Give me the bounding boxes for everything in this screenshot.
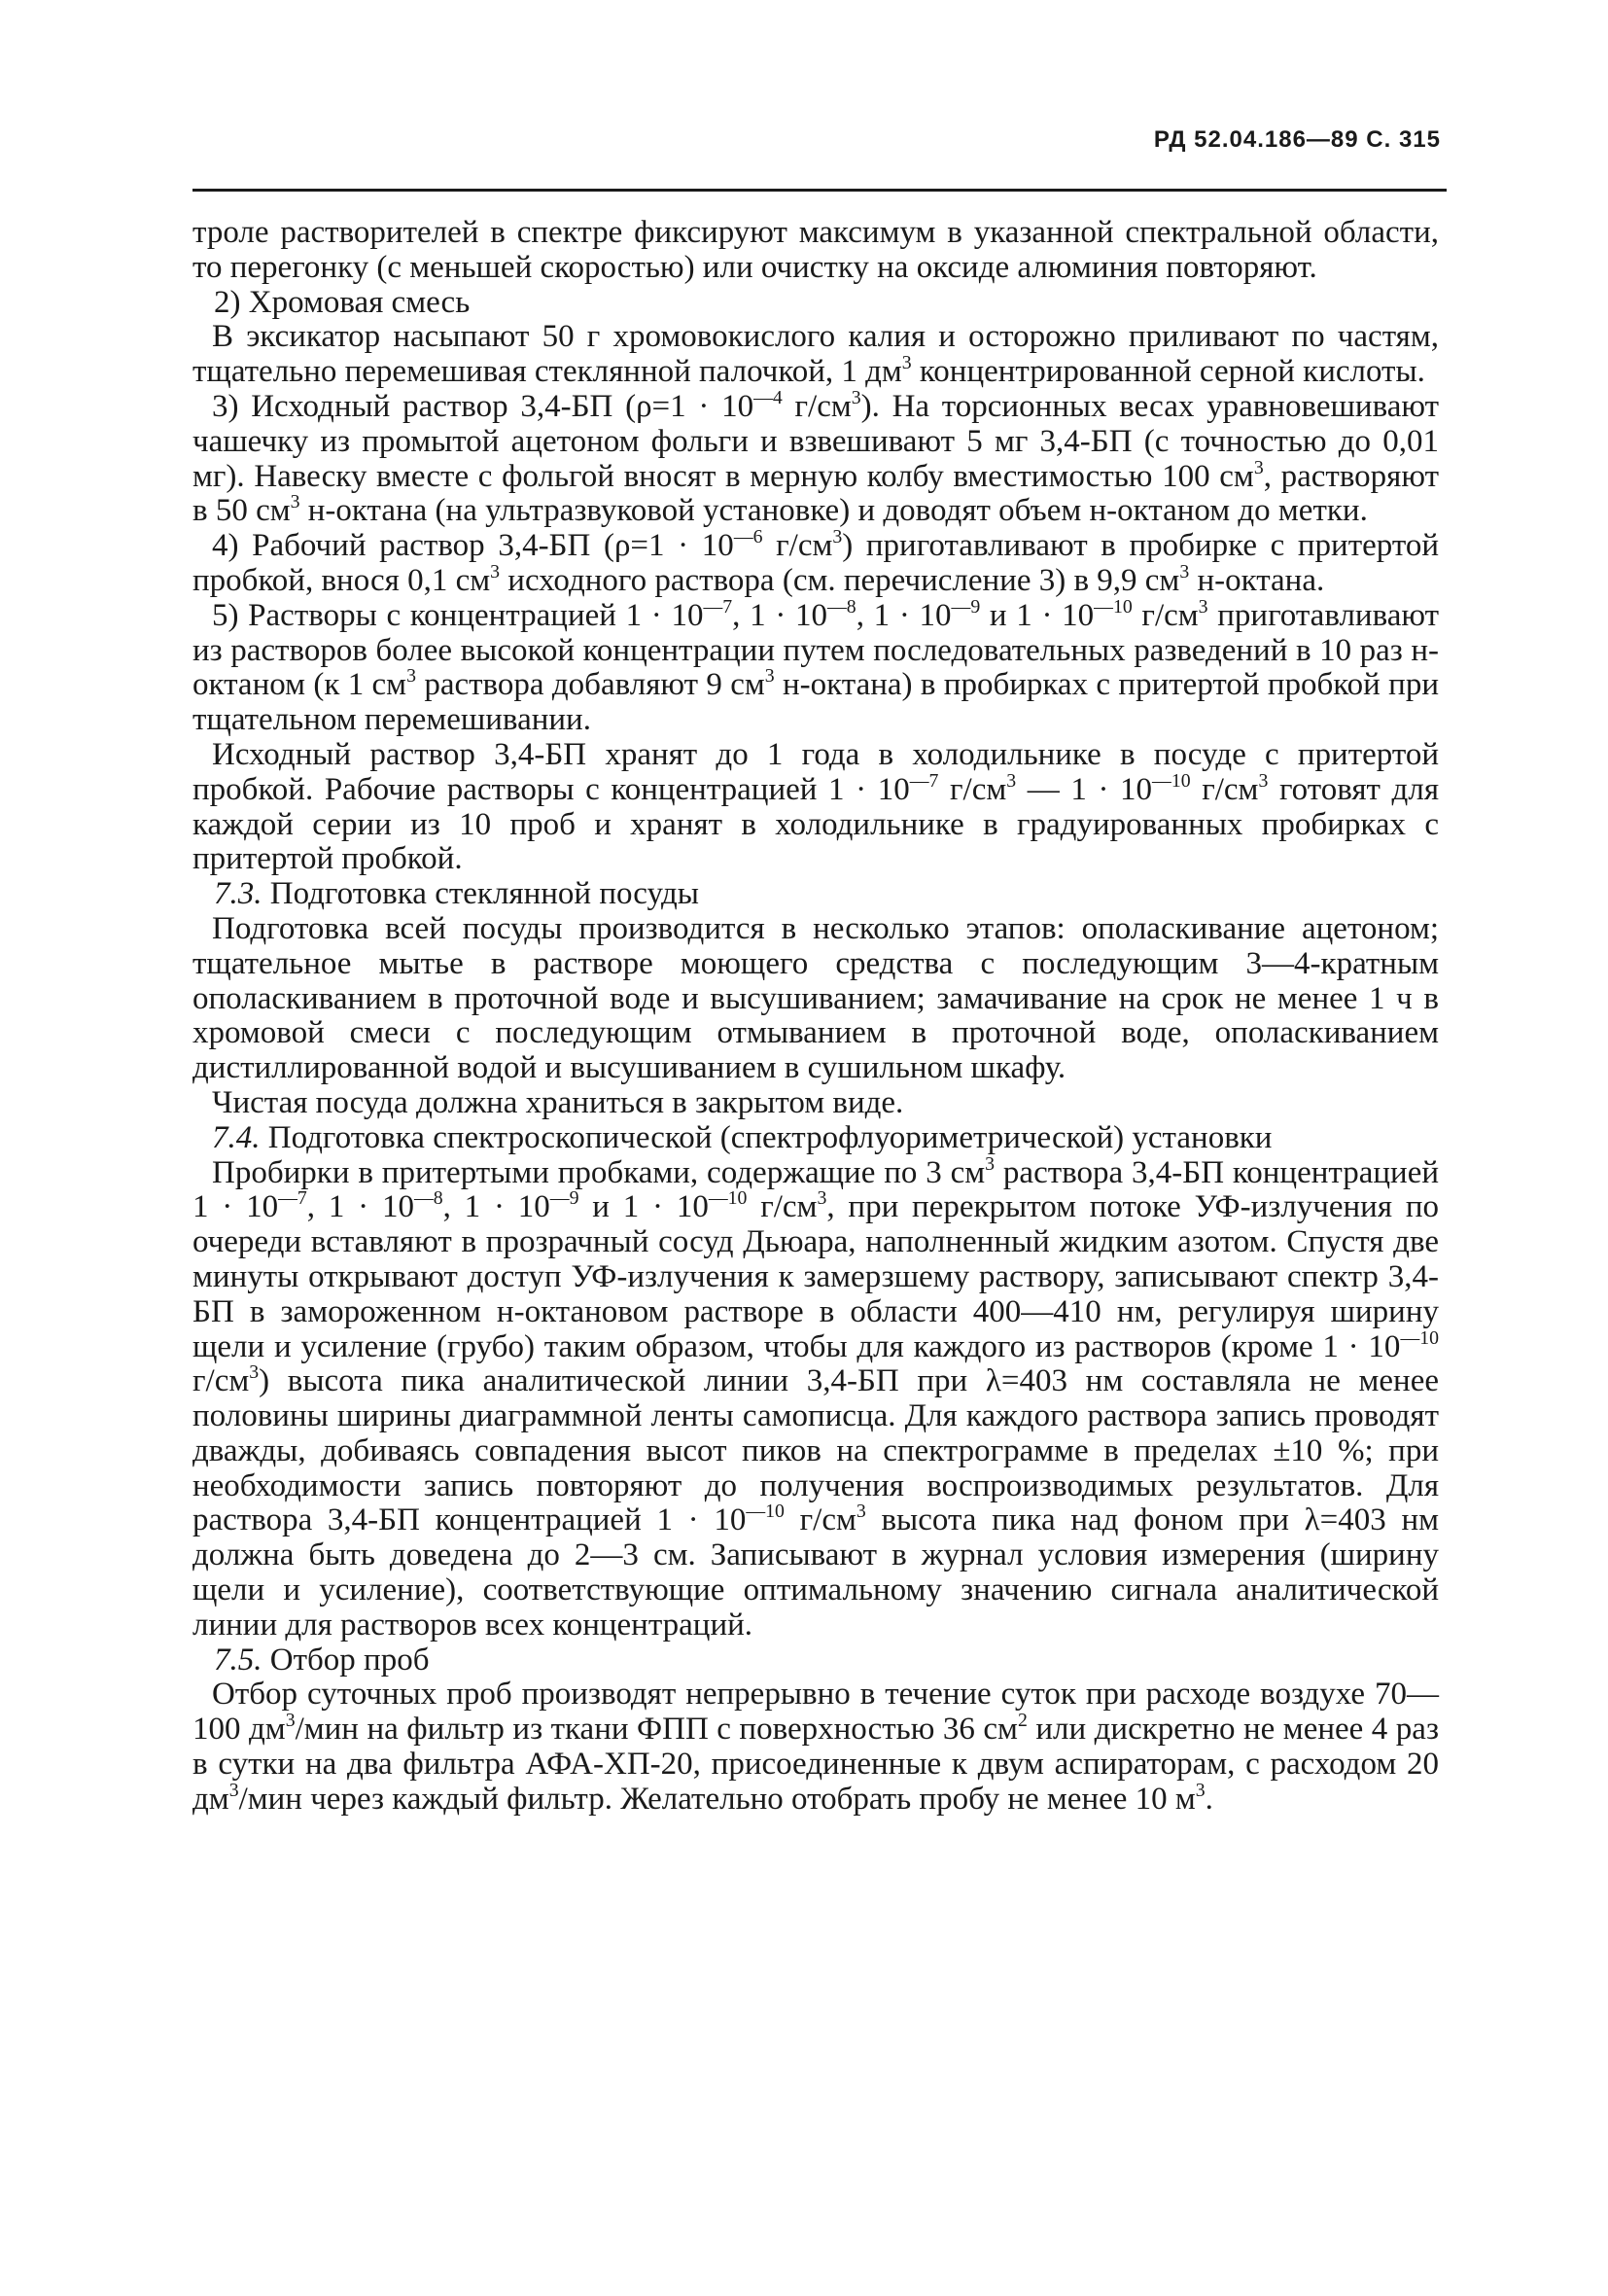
heading-chromic-mixture: 2) Хромовая смесь bbox=[214, 284, 471, 320]
paragraph-dilution-series: 5) Растворы с концентрацией $1 \cdot 10^{—7}$, $1 \cdot 10^{—8}$, $1 \cdot 10^{—9}$ и $1 \cdot 10^{—10}$ $г/см^3$ приготавливают из растворов более высокой концентрации путем последовательных разведений в 10 раз н-октаном (к 1 $см^3$ раствора добавляют 9 $см^3$ н-октана) в пробирках с притертой пробкой при тщательном перемешивании. bbox=[192, 595, 1440, 738]
paragraph-working-solution: 4) Рабочий раствор 3,4-БП ($\rho=1 \cdot 10^{—6}$ $г/см^3$) приготавливают в пробирке с притертой пробкой, внося 0,1 $см^3$ исходного раствора (см. перечисление 3) в 9,9 $см^3$ н-октана. bbox=[192, 526, 1439, 598]
heading-glassware-prep: 7.3. Подготовка стеклянной посуды bbox=[214, 876, 699, 912]
paragraph-clean-storage: Чистая посуда должна храниться в закрытом виде. bbox=[212, 1084, 904, 1120]
paragraph-stock-solution: 3) Исходный раствор 3,4-БП ($\rho=1 \cdot 10^{—4}$ $г/см^3$). На торсионных весах уравновешивают чашечку из промытой ацетоном фольги и взвешивают 5 мг 3,4-БП (с точностью до 0,01 мг). Навеску вместе с фольгой вносят в мерную колбу вместимостью 100 $см^3$, растворяют в 50 $см^3$ н-октана (на ультразвуковой установке) и доводят объем н-октаном до метки. bbox=[192, 386, 1440, 529]
running-header: РД 52.04.186—89 С. 315 bbox=[1153, 126, 1441, 153]
paragraph-spectroscopic-setup: Пробирки в притертыми пробками, содержащие по 3 $см^3$ раствора 3,4-БП концентрацией $1 \cdot 10^{—7}$, $1 \cdot 10^{—8}$, $1 \cdot 10^{—9}$ и $1 \cdot 10^{—10}$ $г/см^3$, при перекрытом потоке УФ-излучения по очереди вставляют в прозрачный сосуд Дьюара, наполненный жидким азотом. Спустя две минуты открывают доступ УФ-излучения к замерзшему раствору, записывают спектр 3,4-БП в замороженном н-октановом растворе в области 400—410 нм, регулируя ширину щели и усиление (грубо) таким образом, чтобы для каждого из растворов (кроме $1 \cdot 10^{—10}$ $г/см^3$) высота пика аналитической линии 3,4-БП при λ=403 нм составляла не менее половины ширины диаграммной ленты самописца. Для каждого раствора запись проводят дважды, добиваясь совпадения высот пиков на спектрограмме в пределах ±10 %; при необходимости запись повторяют до получения воспроизводимых результатов. Для раствора 3,4-БП концентрацией $1 \cdot 10^{—10}$ $г/см^3$ высота пика над фоном при λ=403 нм должна быть доведена до 2—3 см. Записывают в журнал условия измерения (ширину щели и усиление), соответствующие оптимальному значению сигнала аналитической линии для растворов всех концентраций. bbox=[192, 1152, 1440, 1643]
heading-sampling: 7.5. Отбор проб bbox=[214, 1642, 430, 1678]
paragraph-solvent-control: троле растворителей в спектре фиксируют максимум в указанной спектральной области, то перегонку (с меньшей скоростью) или очистку на оксиде алюминия повторяют. bbox=[192, 215, 1439, 285]
page-body bbox=[192, 216, 1439, 1818]
paragraph-sampling: Отбор суточных проб производят непрерывно в течение суток при расходе воздухе 70—100 $дм^3$/мин на фильтр из ткани ФПП с поверхностью 36 $см^2$ или дискретно не менее 4 раз в сутки на два фильтра АФА-ХП-20, присоединенные к двум аспираторам, с расходом 20 $дм^3$/мин через каждый фильтр. Желательно отобрать пробу не менее 10 $м^3$. bbox=[192, 1677, 1439, 1817]
header-rule bbox=[192, 189, 1447, 192]
heading-spectroscopic-setup: 7.4. Подготовка спектроскопической (спектрофлуориметрической) установки bbox=[212, 1119, 1273, 1155]
paragraph-chromic-mixture: В эксикатор насыпают 50 г хромовокислого калия и осторожно приливают по частям, тщательно перемешивая стеклянной палочкой, 1 $дм^3$ концентрированной серной кислоты. bbox=[192, 319, 1439, 390]
paragraph-storage: Исходный раствор 3,4-БП хранят до 1 года в холодильнике в посуде с притертой пробкой. Рабочие растворы с концентрацией $1 \cdot 10^{—7}$ $г/см^3$ — $1 \cdot 10^{—10}$ $г/см^3$ готовят для каждой серии из 10 проб и хранят в холодильнике в градуированных пробирках с притертой пробкой. bbox=[192, 736, 1439, 877]
paragraph-glassware-prep: Подготовка всей посуды производится в несколько этапов: ополаскивание ацетоном; тщательное мытье в растворе моющего средства с последующим 3—4-кратным ополаскиванием в проточной воде и высушиванием; замачивание на срок не менее 1 ч в хромовой смеси с последующим отмыванием в проточной воде, ополаскиванием дистиллированной водой и высушиванием в сушильном шкафу. bbox=[192, 910, 1439, 1086]
